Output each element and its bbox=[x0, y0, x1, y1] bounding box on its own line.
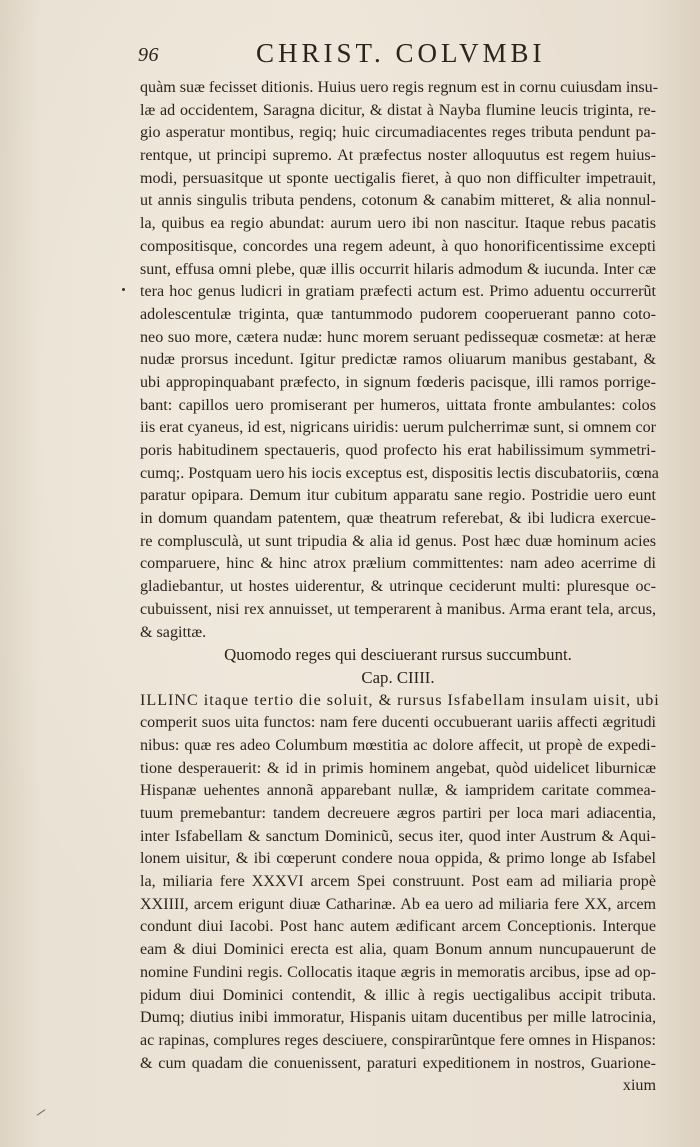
margin-mark bbox=[37, 1109, 46, 1116]
text-line: ut annis singulis tributa pendens, cotonum & canabim mitteret, & alia nonnul- bbox=[140, 192, 656, 210]
text-line: comperit suos uita functos: nam fere ducenti occubuerant uariis affecti ægritudi bbox=[140, 714, 656, 732]
text-line: neo suo more, cætera nudæ: hunc morem seruant pedissequæ cosmetæ: at heræ bbox=[140, 328, 656, 346]
text-line: Dumq; diutius inibi immoratur, Hispanis uitam ducentibus per mille latrocinia, bbox=[140, 1009, 656, 1027]
text-line: & sagittæ. bbox=[140, 623, 207, 641]
text-line: eam & diui Dominici erecta est alia, quam Bonum annum nuncupauerunt de bbox=[140, 941, 656, 959]
text-line: lonem uisitur, & ibi cœperunt condere noua oppida, & primo longe ab Isfabel bbox=[140, 850, 656, 868]
text-line: læ ad occidentem, Saragna dicitur, & distat à Nayba flumine leucis triginta, re- bbox=[140, 101, 656, 119]
chapter-title: Quomodo reges qui desciuerant rursus succumbunt. bbox=[224, 645, 572, 665]
text-line: compositisque, concordes una regem adeunt, à quo honorificentissime excepti bbox=[140, 237, 656, 255]
text-line: la, quibus ea regio abundat: aurum uero ibi non nascitur. Itaque rebus pacatis bbox=[140, 215, 656, 233]
catchword: xium bbox=[622, 1077, 656, 1095]
text-line: XXIIII, arcem erigunt diuæ Catharinæ. Ab ea uero ad miliaria fere XX, arcem bbox=[140, 895, 656, 913]
text-line: pidum diui Dominici contendit, & illic à regis uectigalibus accipit tributa. bbox=[140, 986, 656, 1004]
text-line: re complusculà, ut sunt tripudia & alia id genus. Post hæc duæ hominum acies bbox=[140, 532, 656, 550]
text-line: ILLINC itaque tertio die soluit, & rursus Isfabellam insulam uisit, ubi bbox=[140, 691, 660, 709]
running-head bbox=[138, 38, 620, 72]
text-line: nomine Fundini regis. Collocatis itaque ægris in memoratis arcibus, ipse ad op- bbox=[140, 963, 656, 981]
text-line: condunt diui Iacobi. Post hanc autem ædificant arcem Conceptionis. Interque bbox=[140, 918, 656, 936]
text-line: comparuere, hinc & hinc atrox prælium committentes: nam adeo acerrime di bbox=[140, 555, 656, 573]
text-line: tuum premebantur: tandem decreuere ægros partiri per loca mari adiacentia, bbox=[140, 805, 656, 822]
text-line: iis erat cyaneus, id est, nigricans uiridis: uerum pulcherrimæ sunt, si omnem cor bbox=[140, 419, 656, 437]
text-line: modi, persuasitque ut sponte uectigalis fieret, à quo non difficulter impetrauit, bbox=[140, 169, 656, 187]
text-line: & cum quadam die conuenissent, paraturi expeditionem in nostros, Guarione- bbox=[140, 1054, 656, 1072]
text-line: adolescentulæ triginta, quæ tantummodo pudorem cooperuerant panno coto- bbox=[140, 305, 656, 323]
text-line: poris habitudinem spectaueris, quod profecto his erat habilissimum symmetri- bbox=[140, 442, 656, 459]
text-line: Hispanæ uehentes annonã apparebant nullæ, & iampridem caritate commea- bbox=[140, 782, 656, 800]
text-line: tione desperauerit: & id in primis hominem angebat, quòd uidelicet liburnicæ bbox=[140, 759, 656, 777]
chapter-number: Cap. CIIII. bbox=[361, 667, 435, 687]
text-line: rentque, ut principi supremo. At præfectus noster alloquutus est regem huius- bbox=[140, 147, 656, 165]
text-line: sunt, effusa omni plebe, quæ illis occurrit hilaris admodum & iucunda. Inter cæ bbox=[140, 260, 656, 278]
page-number: 96 bbox=[138, 44, 159, 66]
text-line: gladiebantur, ut hostes uiderentur, & utrinque ceciderunt multi: pluresque oc- bbox=[140, 578, 656, 596]
text-line: paratur opipara. Demum itur cubitum apparatu sane regio. Postridie uero eunt bbox=[140, 487, 656, 505]
text-line: nibus: quæ res adeo Columbum mœstitia ac dolore affecit, ut propè de expedi- bbox=[140, 736, 656, 754]
text-line: tera hoc genus ludicri in gratiam præfecti actum est. Primo aduentu occurrerũt bbox=[140, 283, 656, 301]
text-line: cubuissent, nisi rex annuisset, ut temperarent à manibus. Arma erant tela, arcus, bbox=[140, 600, 656, 618]
text-line: ubi appropinquabant præfecto, in signum fœderis pacisque, illi ramos porrige- bbox=[140, 373, 656, 391]
running-title: CHRIST. COLVMBI bbox=[256, 38, 546, 68]
text-line: gio asperatur montibus, regiq; huic circumadiacentes reges tributa pendunt pa- bbox=[140, 124, 656, 142]
text-line: cumq;. Postquam uero his iocis exceptus est, dispositis lectis discubatoriis, cœna bbox=[140, 464, 659, 482]
text-line: nudæ prorsus incedunt. Igitur predictæ ramos oliuarum manibus gestabant, & bbox=[140, 351, 656, 369]
margin-dot bbox=[122, 288, 125, 291]
text-line: in domum quandam patentem, quæ theatrum referebat, & ibi ludicra exercue- bbox=[140, 510, 656, 528]
text-line: bant: capillos uero promiserant per humeros, uittata fronte ambulantes: colos bbox=[140, 396, 656, 414]
text-block bbox=[140, 77, 660, 1098]
text-line: inter Isfabellam & sanctum Dominicũ, secus iter, quod inter Austrum & Aqui- bbox=[140, 827, 656, 845]
text-line: ac rapinas, complures reges desciuere, conspirarũntque fere omnes in Hispanos: bbox=[140, 1031, 656, 1049]
text-line: la, miliaria fere XXXVI arcem Spei construunt. Post eam ad miliaria propè bbox=[140, 873, 656, 891]
text-line: quàm suæ fecisset ditionis. Huius uero regis regnum est in cornu cuiusdam insu- bbox=[140, 79, 659, 96]
